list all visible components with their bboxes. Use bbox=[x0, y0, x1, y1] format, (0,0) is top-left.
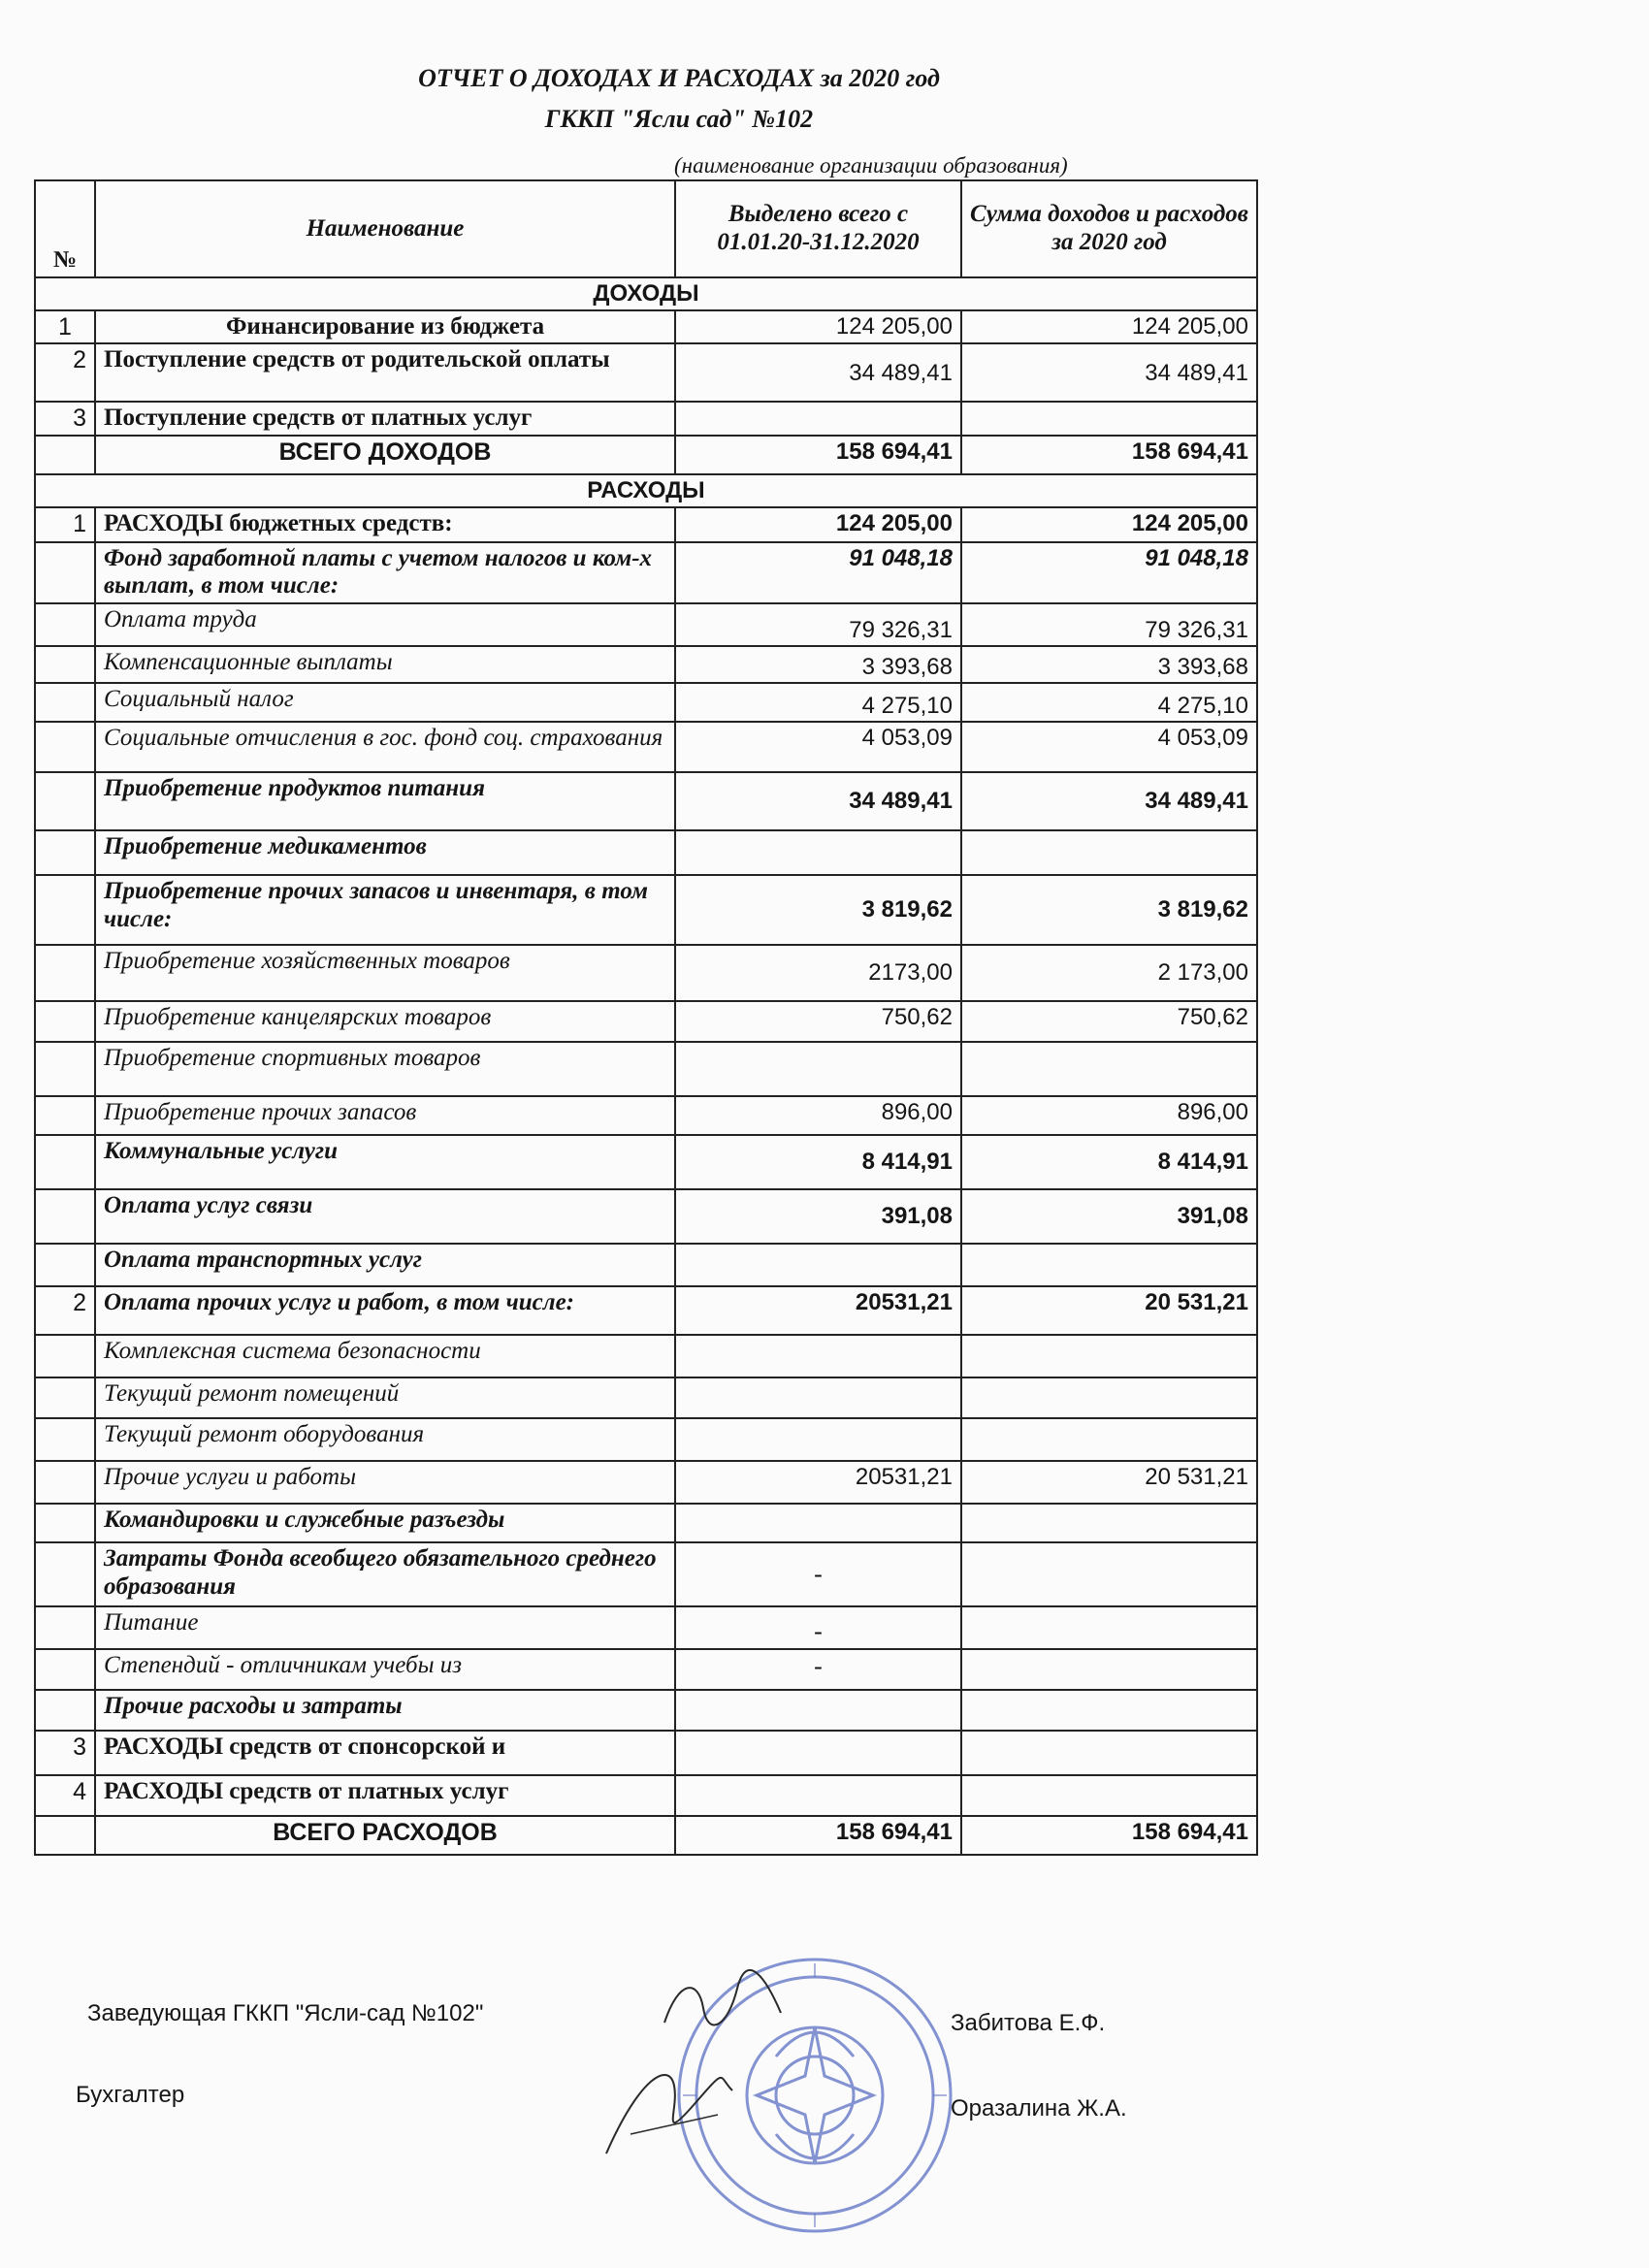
table-row bbox=[35, 683, 1257, 722]
row-sum: 2 173,00 bbox=[961, 945, 1257, 1001]
row-name: Социальный налог bbox=[95, 683, 675, 722]
row-sum: 20 531,21 bbox=[961, 1286, 1257, 1335]
organization-name: ГККП "Ясли сад" №102 bbox=[544, 105, 814, 133]
row-name: Приобретение прочих запасов и инвентаря, в том числе: bbox=[95, 875, 675, 945]
column-header-num: № bbox=[35, 180, 95, 277]
table-row bbox=[35, 1135, 1257, 1189]
table-row bbox=[35, 1335, 1257, 1377]
table-row bbox=[35, 1042, 1257, 1096]
row-name: Затраты Фонда всеобщего обязательного среднего образования bbox=[95, 1542, 675, 1606]
row-sum bbox=[961, 1042, 1257, 1096]
row-sum bbox=[961, 1606, 1257, 1649]
table-row bbox=[35, 1286, 1257, 1335]
row-name: Питание bbox=[95, 1606, 675, 1649]
row-name: Оплата труда bbox=[95, 603, 675, 646]
row-sum bbox=[961, 1690, 1257, 1731]
row-allocated bbox=[675, 1690, 961, 1731]
organization-note: (наименование организации образования) bbox=[674, 153, 1068, 178]
table-row bbox=[35, 945, 1257, 1001]
expense-total-allocated: 158 694,41 bbox=[675, 1816, 961, 1855]
row-name: Приобретение продуктов питания bbox=[95, 772, 675, 830]
column-header-allocated: Выделено всего с 01.01.20-31.12.2020 bbox=[675, 180, 961, 277]
row-allocated: 124 205,00 bbox=[675, 310, 961, 344]
row-sum bbox=[961, 830, 1257, 875]
row-name: Комплексная система безопасности bbox=[95, 1335, 675, 1377]
row-allocated: 3 393,68 bbox=[675, 646, 961, 683]
row-name: Текущий ремонт оборудования bbox=[95, 1418, 675, 1461]
row-allocated: 34 489,41 bbox=[675, 343, 961, 402]
income-total-row bbox=[35, 436, 1257, 474]
table-row bbox=[35, 646, 1257, 683]
column-header-sum: Сумма доходов и расходов за 2020 год bbox=[961, 180, 1257, 277]
row-sum bbox=[961, 1504, 1257, 1542]
row-allocated bbox=[675, 1335, 961, 1377]
row-num: 3 bbox=[35, 1731, 95, 1775]
table-row bbox=[35, 1690, 1257, 1731]
row-sum: 91 048,18 bbox=[961, 542, 1257, 604]
row-sum: 8 414,91 bbox=[961, 1135, 1257, 1189]
row-sum: 20 531,21 bbox=[961, 1461, 1257, 1504]
row-sum: 4 275,10 bbox=[961, 683, 1257, 722]
table-row bbox=[35, 722, 1257, 772]
row-name: Приобретение спортивных товаров bbox=[95, 1042, 675, 1096]
income-total-allocated: 158 694,41 bbox=[675, 436, 961, 474]
row-name: Фонд заработной платы с учетом налогов и ком-х выплат, в том числе: bbox=[95, 542, 675, 604]
row-allocated: 20531,21 bbox=[675, 1286, 961, 1335]
row-sum: 79 326,31 bbox=[961, 603, 1257, 646]
table-row bbox=[35, 1096, 1257, 1135]
table-row bbox=[35, 1542, 1257, 1606]
row-name: Текущий ремонт помещений bbox=[95, 1377, 675, 1418]
row-num: 2 bbox=[35, 343, 95, 402]
income-expense-table bbox=[34, 179, 1258, 1856]
row-sum bbox=[961, 1335, 1257, 1377]
row-allocated: 124 205,00 bbox=[675, 507, 961, 542]
row-allocated: - bbox=[675, 1606, 961, 1649]
row-num: 1 bbox=[35, 310, 95, 344]
table-row bbox=[35, 603, 1257, 646]
table-row bbox=[35, 1504, 1257, 1542]
row-allocated: 34 489,41 bbox=[675, 772, 961, 830]
row-allocated bbox=[675, 1418, 961, 1461]
row-allocated: - bbox=[675, 1649, 961, 1690]
row-sum: 124 205,00 bbox=[961, 310, 1257, 344]
row-name: Приобретение хозяйственных товаров bbox=[95, 945, 675, 1001]
row-name: Приобретение прочих запасов bbox=[95, 1096, 675, 1135]
row-name: Оплата транспортных услуг bbox=[95, 1244, 675, 1286]
column-header-name: Наименование bbox=[95, 180, 675, 277]
row-sum bbox=[961, 1377, 1257, 1418]
table-row bbox=[35, 1461, 1257, 1504]
row-name: Приобретение медикаментов bbox=[95, 830, 675, 875]
row-sum: 34 489,41 bbox=[961, 772, 1257, 830]
row-sum: 124 205,00 bbox=[961, 507, 1257, 542]
row-allocated: 91 048,18 bbox=[675, 542, 961, 604]
row-allocated bbox=[675, 1244, 961, 1286]
income-section-row bbox=[35, 277, 1257, 310]
row-name: РАСХОДЫ средств от платных услуг bbox=[95, 1775, 675, 1816]
row-allocated: 391,08 bbox=[675, 1189, 961, 1244]
report-title: ОТЧЕТ О ДОХОДАХ И РАСХОДАХ за 2020 год bbox=[418, 64, 940, 92]
table-row bbox=[35, 1418, 1257, 1461]
row-num: 4 bbox=[35, 1775, 95, 1816]
row-allocated: 2173,00 bbox=[675, 945, 961, 1001]
row-name: Коммунальные услуги bbox=[95, 1135, 675, 1189]
row-name: Приобретение канцелярских товаров bbox=[95, 1001, 675, 1042]
row-allocated: 4 053,09 bbox=[675, 722, 961, 772]
row-name: Прочие расходы и затраты bbox=[95, 1690, 675, 1731]
row-name: Поступление средств от родительской оплаты bbox=[95, 343, 675, 402]
row-allocated: 3 819,62 bbox=[675, 875, 961, 945]
row-allocated bbox=[675, 1775, 961, 1816]
table-row bbox=[35, 1731, 1257, 1775]
expense-total-sum: 158 694,41 bbox=[961, 1816, 1257, 1855]
row-name: Прочие услуги и работы bbox=[95, 1461, 675, 1504]
row-allocated bbox=[675, 1731, 961, 1775]
table-row bbox=[35, 772, 1257, 830]
row-sum bbox=[961, 1244, 1257, 1286]
row-name: Финансирование из бюджета bbox=[95, 310, 675, 344]
row-num: 1 bbox=[35, 507, 95, 542]
row-sum: 896,00 bbox=[961, 1096, 1257, 1135]
table-row bbox=[35, 1649, 1257, 1690]
table-row bbox=[35, 507, 1257, 542]
row-sum bbox=[961, 1418, 1257, 1461]
row-allocated: 4 275,10 bbox=[675, 683, 961, 722]
row-num: 2 bbox=[35, 1286, 95, 1335]
table-row bbox=[35, 1775, 1257, 1816]
row-sum bbox=[961, 1649, 1257, 1690]
table-row bbox=[35, 830, 1257, 875]
row-allocated: 79 326,31 bbox=[675, 603, 961, 646]
expense-section-label: РАСХОДЫ bbox=[35, 474, 1257, 507]
expense-section-row bbox=[35, 474, 1257, 507]
table-row bbox=[35, 1189, 1257, 1244]
row-sum bbox=[961, 1775, 1257, 1816]
row-sum: 3 819,62 bbox=[961, 875, 1257, 945]
row-name: Степендий - отличникам учебы из bbox=[95, 1649, 675, 1690]
accountant-title: Бухгалтер bbox=[76, 2082, 185, 2108]
income-total-sum: 158 694,41 bbox=[961, 436, 1257, 474]
row-name: Компенсационные выплаты bbox=[95, 646, 675, 683]
row-sum: 34 489,41 bbox=[961, 343, 1257, 402]
expense-total-label: ВСЕГО РАСХОДОВ bbox=[95, 1816, 675, 1855]
expense-total-row bbox=[35, 1816, 1257, 1855]
row-allocated: 20531,21 bbox=[675, 1461, 961, 1504]
head-signature-icon bbox=[660, 1969, 786, 2037]
row-allocated: 8 414,91 bbox=[675, 1135, 961, 1189]
table-row bbox=[35, 1001, 1257, 1042]
row-allocated bbox=[675, 402, 961, 436]
row-sum: 3 393,68 bbox=[961, 646, 1257, 683]
table-row bbox=[35, 542, 1257, 604]
row-sum: 750,62 bbox=[961, 1001, 1257, 1042]
table-row bbox=[35, 1244, 1257, 1286]
table-row bbox=[35, 310, 1257, 344]
head-name: Забитова Е.Ф. bbox=[951, 2010, 1106, 2036]
head-title: Заведующая ГККП "Ясли-сад №102" bbox=[87, 2000, 484, 2026]
row-name: Поступление средств от платных услуг bbox=[95, 402, 675, 436]
row-allocated bbox=[675, 1504, 961, 1542]
row-sum bbox=[961, 1731, 1257, 1775]
row-name: РАСХОДЫ бюджетных средств: bbox=[95, 507, 675, 542]
row-sum: 391,08 bbox=[961, 1189, 1257, 1244]
table-row bbox=[35, 1377, 1257, 1418]
accountant-name: Оразалина Ж.А. bbox=[951, 2095, 1127, 2122]
accountant-signature-icon bbox=[601, 2057, 737, 2163]
income-section-label: ДОХОДЫ bbox=[35, 277, 1257, 310]
table-row bbox=[35, 343, 1257, 402]
row-sum bbox=[961, 1542, 1257, 1606]
row-allocated: - bbox=[675, 1542, 961, 1606]
table-row bbox=[35, 402, 1257, 436]
table-row bbox=[35, 875, 1257, 945]
row-allocated: 750,62 bbox=[675, 1001, 961, 1042]
row-allocated bbox=[675, 1042, 961, 1096]
row-allocated bbox=[675, 1377, 961, 1418]
table-row bbox=[35, 1606, 1257, 1649]
row-num: 3 bbox=[35, 402, 95, 436]
table-header-row bbox=[35, 180, 1257, 277]
row-sum: 4 053,09 bbox=[961, 722, 1257, 772]
row-name: Социальные отчисления в гос. фонд соц. страхования bbox=[95, 722, 675, 772]
row-allocated bbox=[675, 830, 961, 875]
row-sum bbox=[961, 402, 1257, 436]
row-name: Командировки и служебные разъезды bbox=[95, 1504, 675, 1542]
row-name: Оплата прочих услуг и работ, в том числе: bbox=[95, 1286, 675, 1335]
income-total-label: ВСЕГО ДОХОДОВ bbox=[95, 436, 675, 474]
row-name: РАСХОДЫ средств от спонсорской и bbox=[95, 1731, 675, 1775]
row-allocated: 896,00 bbox=[675, 1096, 961, 1135]
row-name: Оплата услуг связи bbox=[95, 1189, 675, 1244]
